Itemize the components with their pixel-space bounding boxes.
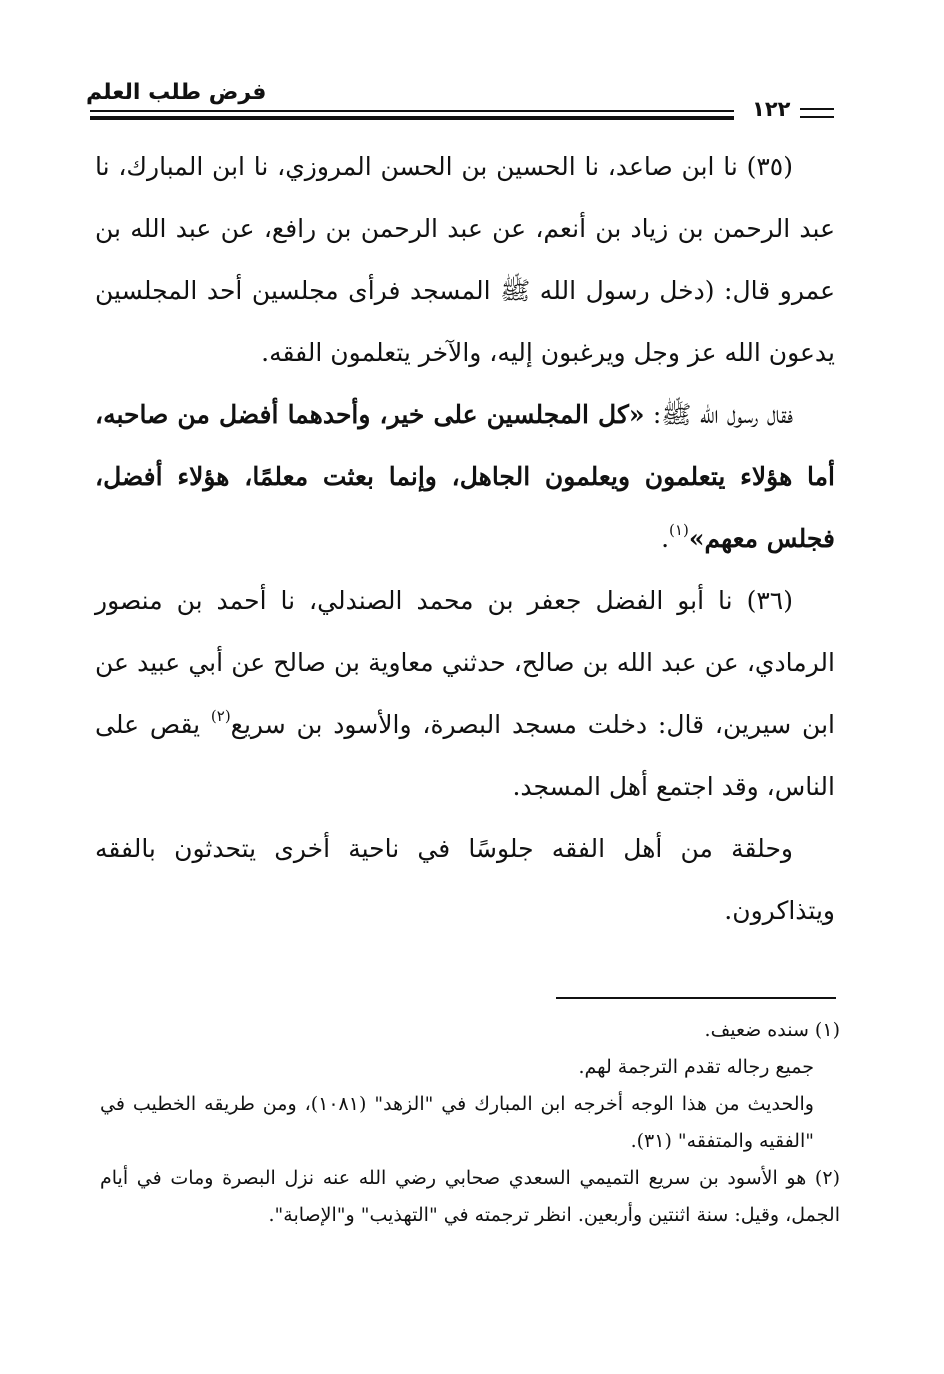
main-text [95, 136, 835, 942]
hadith-35-paragraph [95, 136, 835, 384]
footnote-separator [556, 997, 836, 999]
header-rule-thin [90, 110, 734, 112]
footnote-marker-1: (١) [669, 521, 689, 539]
hadith-35-saying-quote: «كل المجلسين على خير، وأحدهما أفضل من صاحبه، أما هؤلاء يتعلمون ويعلمون الجاهل، وإنما بعثت معلمًا، هؤلاء أفضل، فجلس معهم» [95, 400, 835, 553]
hadith-36-text-b: يقص على الناس، وقد اجتمع أهل المسجد. [95, 710, 835, 801]
footnote-2: (٢) هو الأسود بن سريع التميمي السعدي صحابي رضي الله عنه نزل البصرة ومات في أيام الجمل، وقيل: سنة اثنتين وأربعين. انظر ترجمته في "التهذيب" و"الإصابة". [100, 1167, 840, 1226]
hadith-36-continuation-text: وحلقة من أهل الفقه جلوسًا في ناحية أخرى يتحدثون بالفقه ويتذاكرون. [95, 834, 835, 925]
running-head-title: فرض طلب العلم [86, 80, 267, 105]
hadith-35-text: (٣٥) نا ابن صاعد، نا الحسين بن الحسن المروزي، نا ابن المبارك، نا عبد الرحمن بن زياد بن أنعم، عن عبد الرحمن بن رافع، عن عبد الله بن عمرو قال: (دخل رسول الله ﷺ المسجد فرأى مجلسين أحد المجلسين يدعون الله عز وجل ويرغبون إليه، والآخر يتعلمون الفقه. [95, 152, 835, 367]
header-rule-thick [90, 116, 734, 120]
hadith-35-saying-intro: فقال رسول الله ﷺ: [644, 400, 793, 429]
hadith-35-saying-paragraph [95, 384, 835, 570]
footnote-1-line-3: والحديث من هذا الوجه أخرجه ابن المبارك في "الزهد" (١٠٨١)، ومن طريقه الخطيب في "الفقيه والمتفقه" (٣١). [100, 1093, 814, 1152]
footnote-1-line-1: (١) سنده ضعيف. [704, 1019, 840, 1041]
hadith-36-paragraph [95, 570, 835, 818]
hadith-36-text-a: (٣٦) نا أبو الفضل جعفر بن محمد الصندلي، نا أحمد بن منصور الرمادي، عن عبد الله بن صالح، حدثني معاوية بن صالح عن أبي عبيد عن ابن سيرين، قال: دخلت مسجد البصرة، والأسود بن سريع [95, 586, 835, 739]
footnote-marker-2: (٢) [210, 707, 231, 725]
hadith-36-continuation-paragraph [95, 818, 835, 942]
hadith-35-saying-end: . [661, 524, 670, 553]
page-number: ١٢٢ [752, 97, 791, 121]
footnotes-section [100, 1012, 840, 1234]
page-number-dash [800, 108, 834, 118]
footnote-1-line-2: جميع رجاله تقدم الترجمة لهم. [578, 1056, 814, 1078]
